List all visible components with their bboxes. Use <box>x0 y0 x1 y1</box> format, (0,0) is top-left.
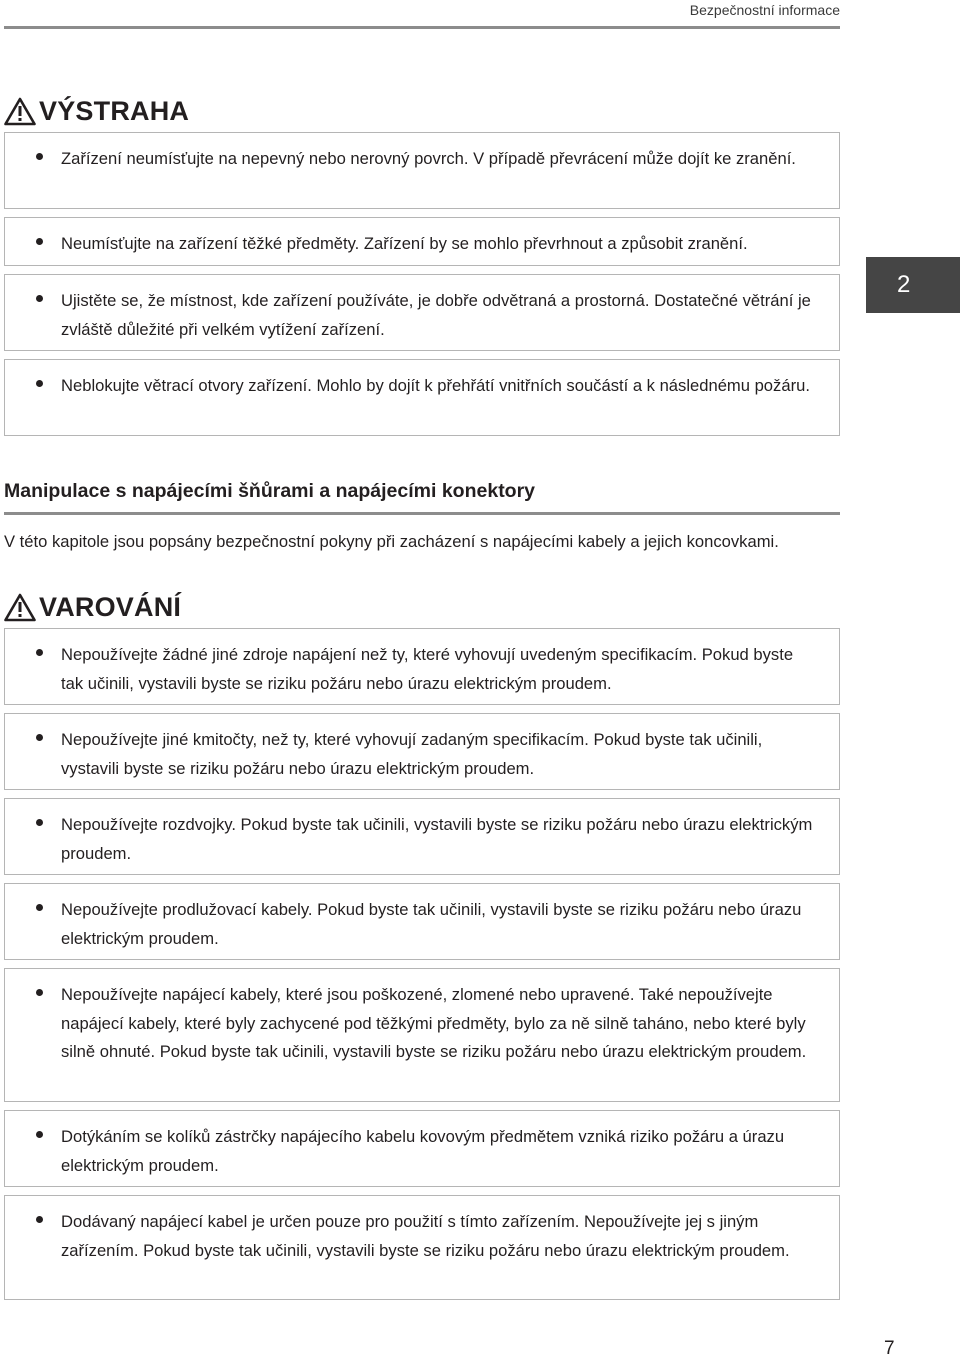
caution-item <box>4 1110 840 1187</box>
bullet-icon <box>36 649 43 656</box>
bullet-icon <box>36 238 43 245</box>
caution-item <box>4 798 840 875</box>
caution-item-text: Nepoužívejte napájecí kabely, které jsou poškozené, zlomené nebo upravené. Také nepoužívejte napájecí kabely, které byly zachycené pod těžkými předměty, bylo za ně silně taháno, nebo které byly silně ohnuté. Pokud byste tak učinili, vystavili byste se riziku požáru nebo úrazu elektrickým proudem. <box>61 985 807 1061</box>
caution-item-text: Dodávaný napájecí kabel je určen pouze pro použití s tímto zařízením. Nepoužívejte jej s jiným zařízením. Pokud byste tak učinili, vystavili byste se riziku požáru nebo úrazu elektrickým proudem. <box>61 1212 790 1260</box>
section-rule <box>4 512 840 515</box>
header-rule <box>4 26 840 29</box>
caution-item <box>4 1195 840 1300</box>
bullet-icon <box>36 1216 43 1223</box>
bullet-icon <box>36 153 43 160</box>
caution-item-text: Nepoužívejte jiné kmitočty, než ty, které vyhovují zadaným specifikacím. Pokud byste tak učinili, vystavili byste se riziku požáru nebo úrazu elektrickým proudem. <box>61 730 763 778</box>
bullet-icon <box>36 819 43 826</box>
warning-item <box>4 359 840 436</box>
caution-item <box>4 713 840 790</box>
warning-item-text: Neblokujte větrací otvory zařízení. Mohlo by dojít k přehřátí vnitřních součástí a k následnému požáru. <box>61 376 810 395</box>
caution-item-text: Nepoužívejte prodlužovací kabely. Pokud byste tak učinili, vystavili byste se riziku požáru nebo úrazu elektrickým proudem. <box>61 900 802 948</box>
warning-item <box>4 274 840 351</box>
warning-item <box>4 217 840 266</box>
page-number: 7 <box>884 1338 895 1359</box>
bullet-icon <box>36 380 43 387</box>
caution-item <box>4 968 840 1102</box>
warning-heading <box>4 96 189 127</box>
section-title: Manipulace s napájecími šňůrami a napájecími konektory <box>4 480 536 502</box>
warning-item <box>4 132 840 209</box>
warning-item-text: Neumísťujte na zařízení těžké předměty. Zařízení by se mohlo převrhnout a způsobit zranění. <box>61 234 748 253</box>
chapter-tab <box>866 257 960 313</box>
caution-heading-label: VAROVÁNÍ <box>39 592 182 622</box>
warning-item-text: Zařízení neumísťujte na nepevný nebo nerovný povrch. V případě převrácení může dojít ke zranění. <box>61 149 796 168</box>
caution-item-text: Nepoužívejte rozdvojky. Pokud byste tak učinili, vystavili byste se riziku požáru nebo úrazu elektrickým proudem. <box>61 815 813 863</box>
warning-heading-label: VÝSTRAHA <box>39 96 190 126</box>
caution-item-text: Dotýkáním se kolíků zástrčky napájecího kabelu kovovým předmětem vzniká riziko požáru a úrazu elektrickým proudem. <box>61 1127 785 1175</box>
caution-item <box>4 628 840 705</box>
running-header: Bezpečnostní informace <box>689 2 840 18</box>
bullet-icon <box>36 295 43 302</box>
warning-triangle-icon <box>4 593 36 622</box>
bullet-icon <box>36 734 43 741</box>
caution-item-text: Nepoužívejte žádné jiné zdroje napájení než ty, které vyhovují uvedeným specifikacím. Pokud byste tak učinili, vystavili byste se riziku požáru nebo úrazu elektrickým proudem. <box>61 645 794 693</box>
bullet-icon <box>36 904 43 911</box>
section-intro: V této kapitole jsou popsány bezpečnostní pokyny při zacházení s napájecími kabely a jejich koncovkami. <box>4 532 779 551</box>
warning-item-text: Ujistěte se, že místnost, kde zařízení používáte, je dobře odvětraná a prostorná. Dostatečné větrání je zvláště důležité při velkém vytížení zařízení. <box>61 291 811 339</box>
caution-heading <box>4 592 181 623</box>
bullet-icon <box>36 989 43 996</box>
chapter-number: 2 <box>897 271 911 298</box>
bullet-icon <box>36 1131 43 1138</box>
warning-triangle-icon <box>4 97 36 126</box>
caution-item <box>4 883 840 960</box>
